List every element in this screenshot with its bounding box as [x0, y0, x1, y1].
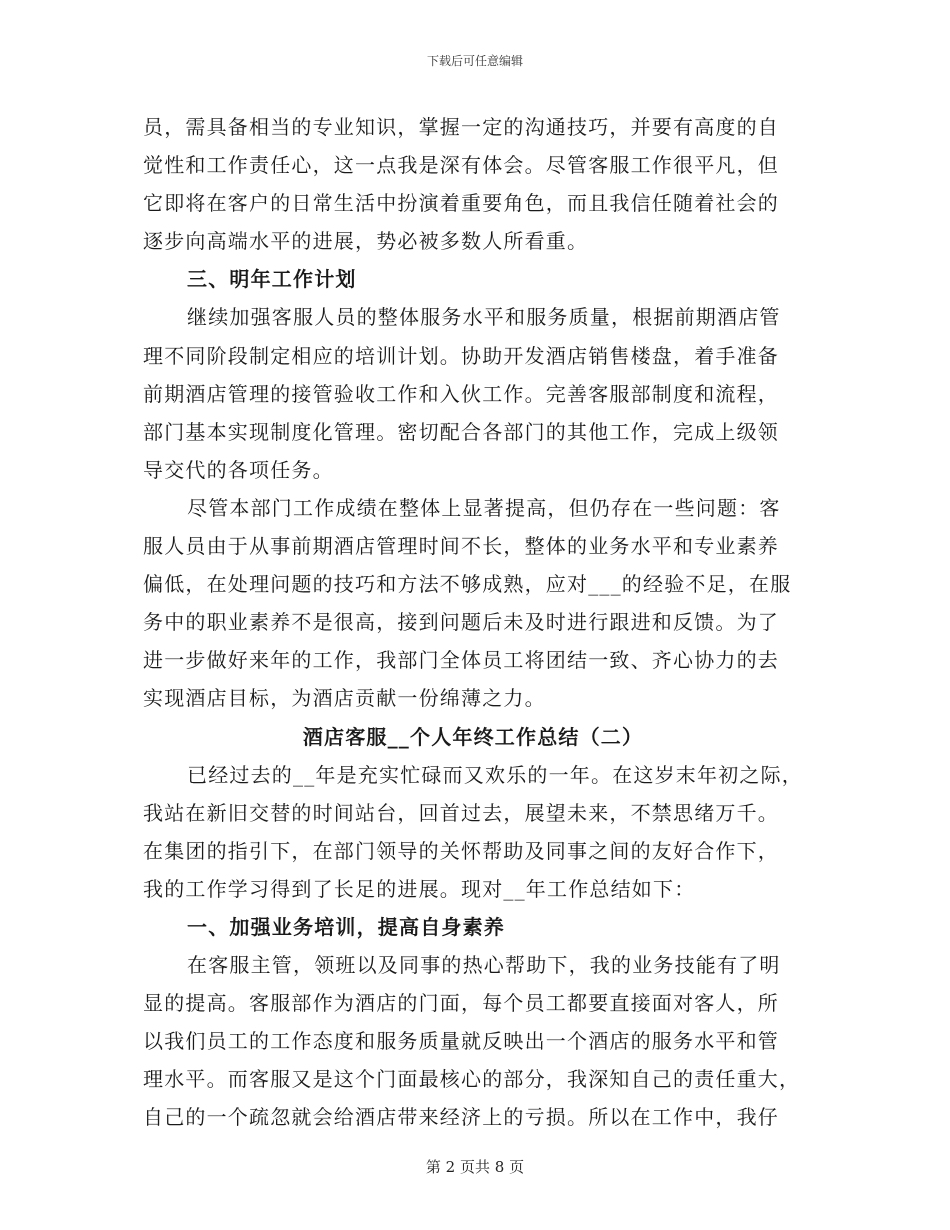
paragraph-line: 进一步做好来年的工作，我部门全体员工将团结一致、齐心协力的去	[143, 648, 779, 673]
document-title: 酒店客服__个人年终工作总结（二）	[302, 724, 644, 749]
paragraph-line: 我站在新旧交替的时间站台，回首过去，展望未来，不禁思绪万千。	[143, 800, 779, 825]
paragraph-line: 自己的一个疏忽就会给酒店带来经济上的亏损。所以在工作中，我仔	[143, 1105, 779, 1130]
paragraph-line: 员，需具备相当的专业知识，掌握一定的沟通技巧，并要有高度的自	[143, 115, 779, 139]
paragraph-line: 部门基本实现制度化管理。密切配合各部门的其他工作，完成上级领	[143, 419, 779, 444]
paragraph-line: 务中的职业素养不是很高，接到问题后未及时进行跟进和反馈。为了	[143, 610, 779, 635]
paragraph-line: 觉性和工作责任心，这一点我是深有体会。尽管客服工作很平凡，但	[143, 153, 779, 178]
page-header: 下载后可任意编辑	[426, 54, 523, 68]
paragraph-line: 在集团的指引下，在部门领导的关怀帮助及同事之间的友好合作下，	[143, 838, 779, 863]
paragraph-line: 以我们员工的工作态度和服务质量就反映出一个酒店的服务水平和管	[143, 1029, 779, 1054]
paragraph-line: 实现酒店目标，为酒店贡献一份绵薄之力。	[143, 686, 546, 711]
paragraph-line: 前期酒店管理的接管验收工作和入伙工作。完善客服部制度和流程，	[143, 381, 779, 406]
paragraph-line: 逐步向高端水平的进展，势必被多数人所看重。	[143, 229, 589, 254]
paragraph-line: 理水平。而客服又是这个门面最核心的部分，我深知自己的责任重大，	[143, 1067, 801, 1092]
paragraph-line: 偏低，在处理问题的技巧和方法不够成熟，应对___的经验不足，在服	[143, 572, 792, 597]
paragraph-line: 在客服主管，领班以及同事的热心帮助下，我的业务技能有了明	[187, 953, 781, 978]
paragraph-line: 已经过去的__年是充实忙碌而又欢乐的一年。在这岁末年初之际，	[187, 762, 803, 787]
paragraph-line: 导交代的各项任务。	[143, 457, 334, 482]
page-footer: 第 2 页共 8 页	[425, 1158, 525, 1176]
paragraph-line: 它即将在客户的日常生活中扮演着重要角色，而且我信任随着社会的	[143, 191, 779, 216]
paragraph-line: 服人员由于从事前期酒店管理时间不长，整体的业务水平和专业素养	[143, 534, 779, 559]
section-heading: 一、加强业务培训，提高自身素养	[187, 914, 505, 939]
document-body	[143, 108, 803, 1137]
paragraph-line: 理不同阶段制定相应的培训计划。协助开发酒店销售楼盘，着手准备	[143, 343, 779, 368]
paragraph-line: 继续加强客服人员的整体服务水平和服务质量，根据前期酒店管	[187, 305, 781, 330]
section-heading: 三、明年工作计划	[187, 267, 357, 292]
paragraph-line: 显的提高。客服部作为酒店的门面，每个员工都要直接面对客人，所	[143, 991, 779, 1016]
paragraph-line: 尽管本部门工作成绩在整体上显著提高，但仍存在一些问题：客	[187, 495, 781, 520]
paragraph-line: 我的工作学习得到了长足的进展。现对__年工作总结如下：	[143, 876, 696, 901]
